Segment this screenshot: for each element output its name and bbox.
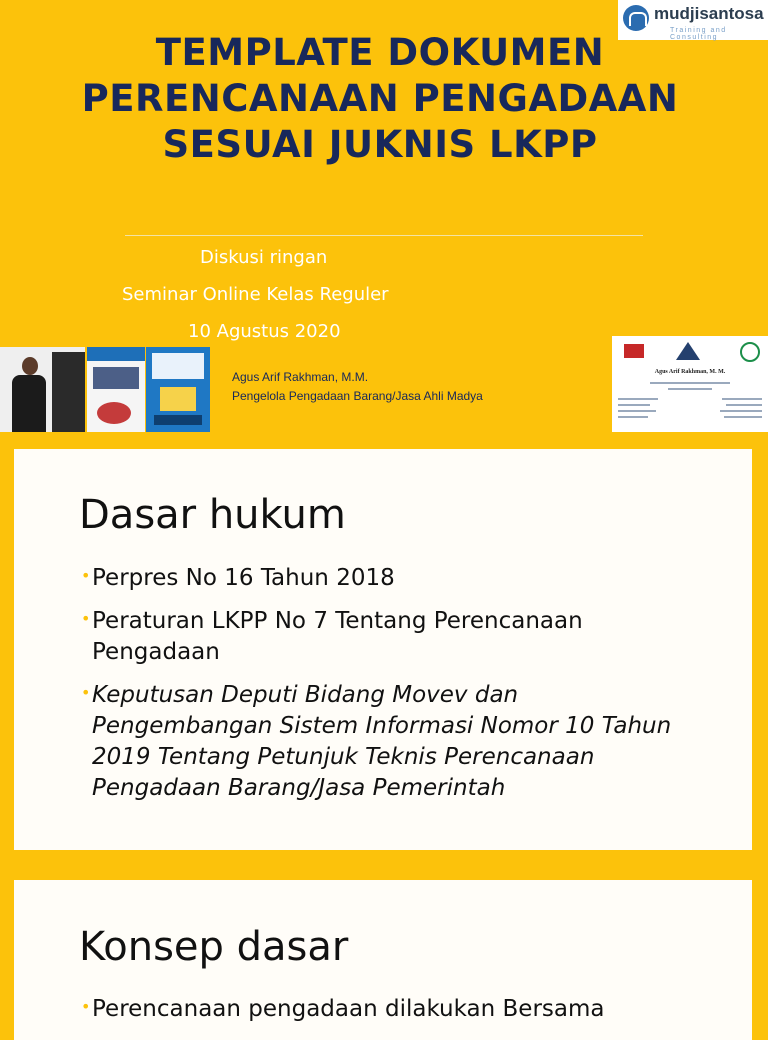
subtitle-line-3: 10 Agustus 2020 [188, 321, 341, 342]
list-item: • Perencanaan pengadaan dilakukan Bersama [82, 994, 682, 1025]
book-cover-1 [87, 347, 145, 432]
speaker-role: Pengelola Pengadaan Barang/Jasa Ahli Madya [232, 389, 483, 403]
logo-name: mudjisantosa [654, 4, 764, 23]
slide-heading: Konsep dasar [79, 924, 349, 970]
list-item: • Perpres No 16 Tahun 2018 [82, 563, 682, 594]
slide-title: TEMPLATE DOKUMEN PERENCANAAN PENGADAAN SESUAI JUKNIS LKPP [81, 31, 679, 166]
subtitle-line-2: Seminar Online Kelas Reguler [122, 284, 389, 305]
list-item: • Peraturan LKPP No 7 Tentang Perencanaan Pengadaan [82, 606, 682, 668]
subtitle-line-1: Diskusi ringan [200, 247, 328, 268]
card-logo-2-icon [676, 342, 700, 360]
bullet-list [82, 994, 682, 1037]
speaker-name: Agus Arif Rakhman, M.M. [232, 370, 369, 384]
title-divider [125, 235, 643, 236]
list-item: • Keputusan Deputi Bidang Movev dan Pengembangan Sistem Informasi Nomor 10 Tahun 2019 Tentang Petunjuk Teknis Perencanaan Pengadaan Barang/Jasa Pemerintah [82, 680, 682, 804]
slide-dasar-hukum [14, 449, 752, 850]
slide-heading: Dasar hukum [79, 492, 346, 538]
logo-tagline: Training and Consulting [670, 27, 727, 41]
card-logo-1-icon [624, 344, 644, 358]
speaker-info [232, 368, 483, 406]
card-logo-3-icon [740, 342, 760, 362]
business-card [612, 336, 768, 432]
slide-konsep-dasar [14, 880, 752, 1040]
book-cover-2 [146, 347, 210, 432]
title-slide [0, 0, 768, 440]
speaker-photo [0, 347, 85, 432]
logo-mark-icon [623, 5, 649, 31]
bullet-list [82, 563, 682, 816]
card-name: Agus Arif Rakhman, M. M. [654, 369, 726, 375]
brand-logo [618, 0, 768, 40]
